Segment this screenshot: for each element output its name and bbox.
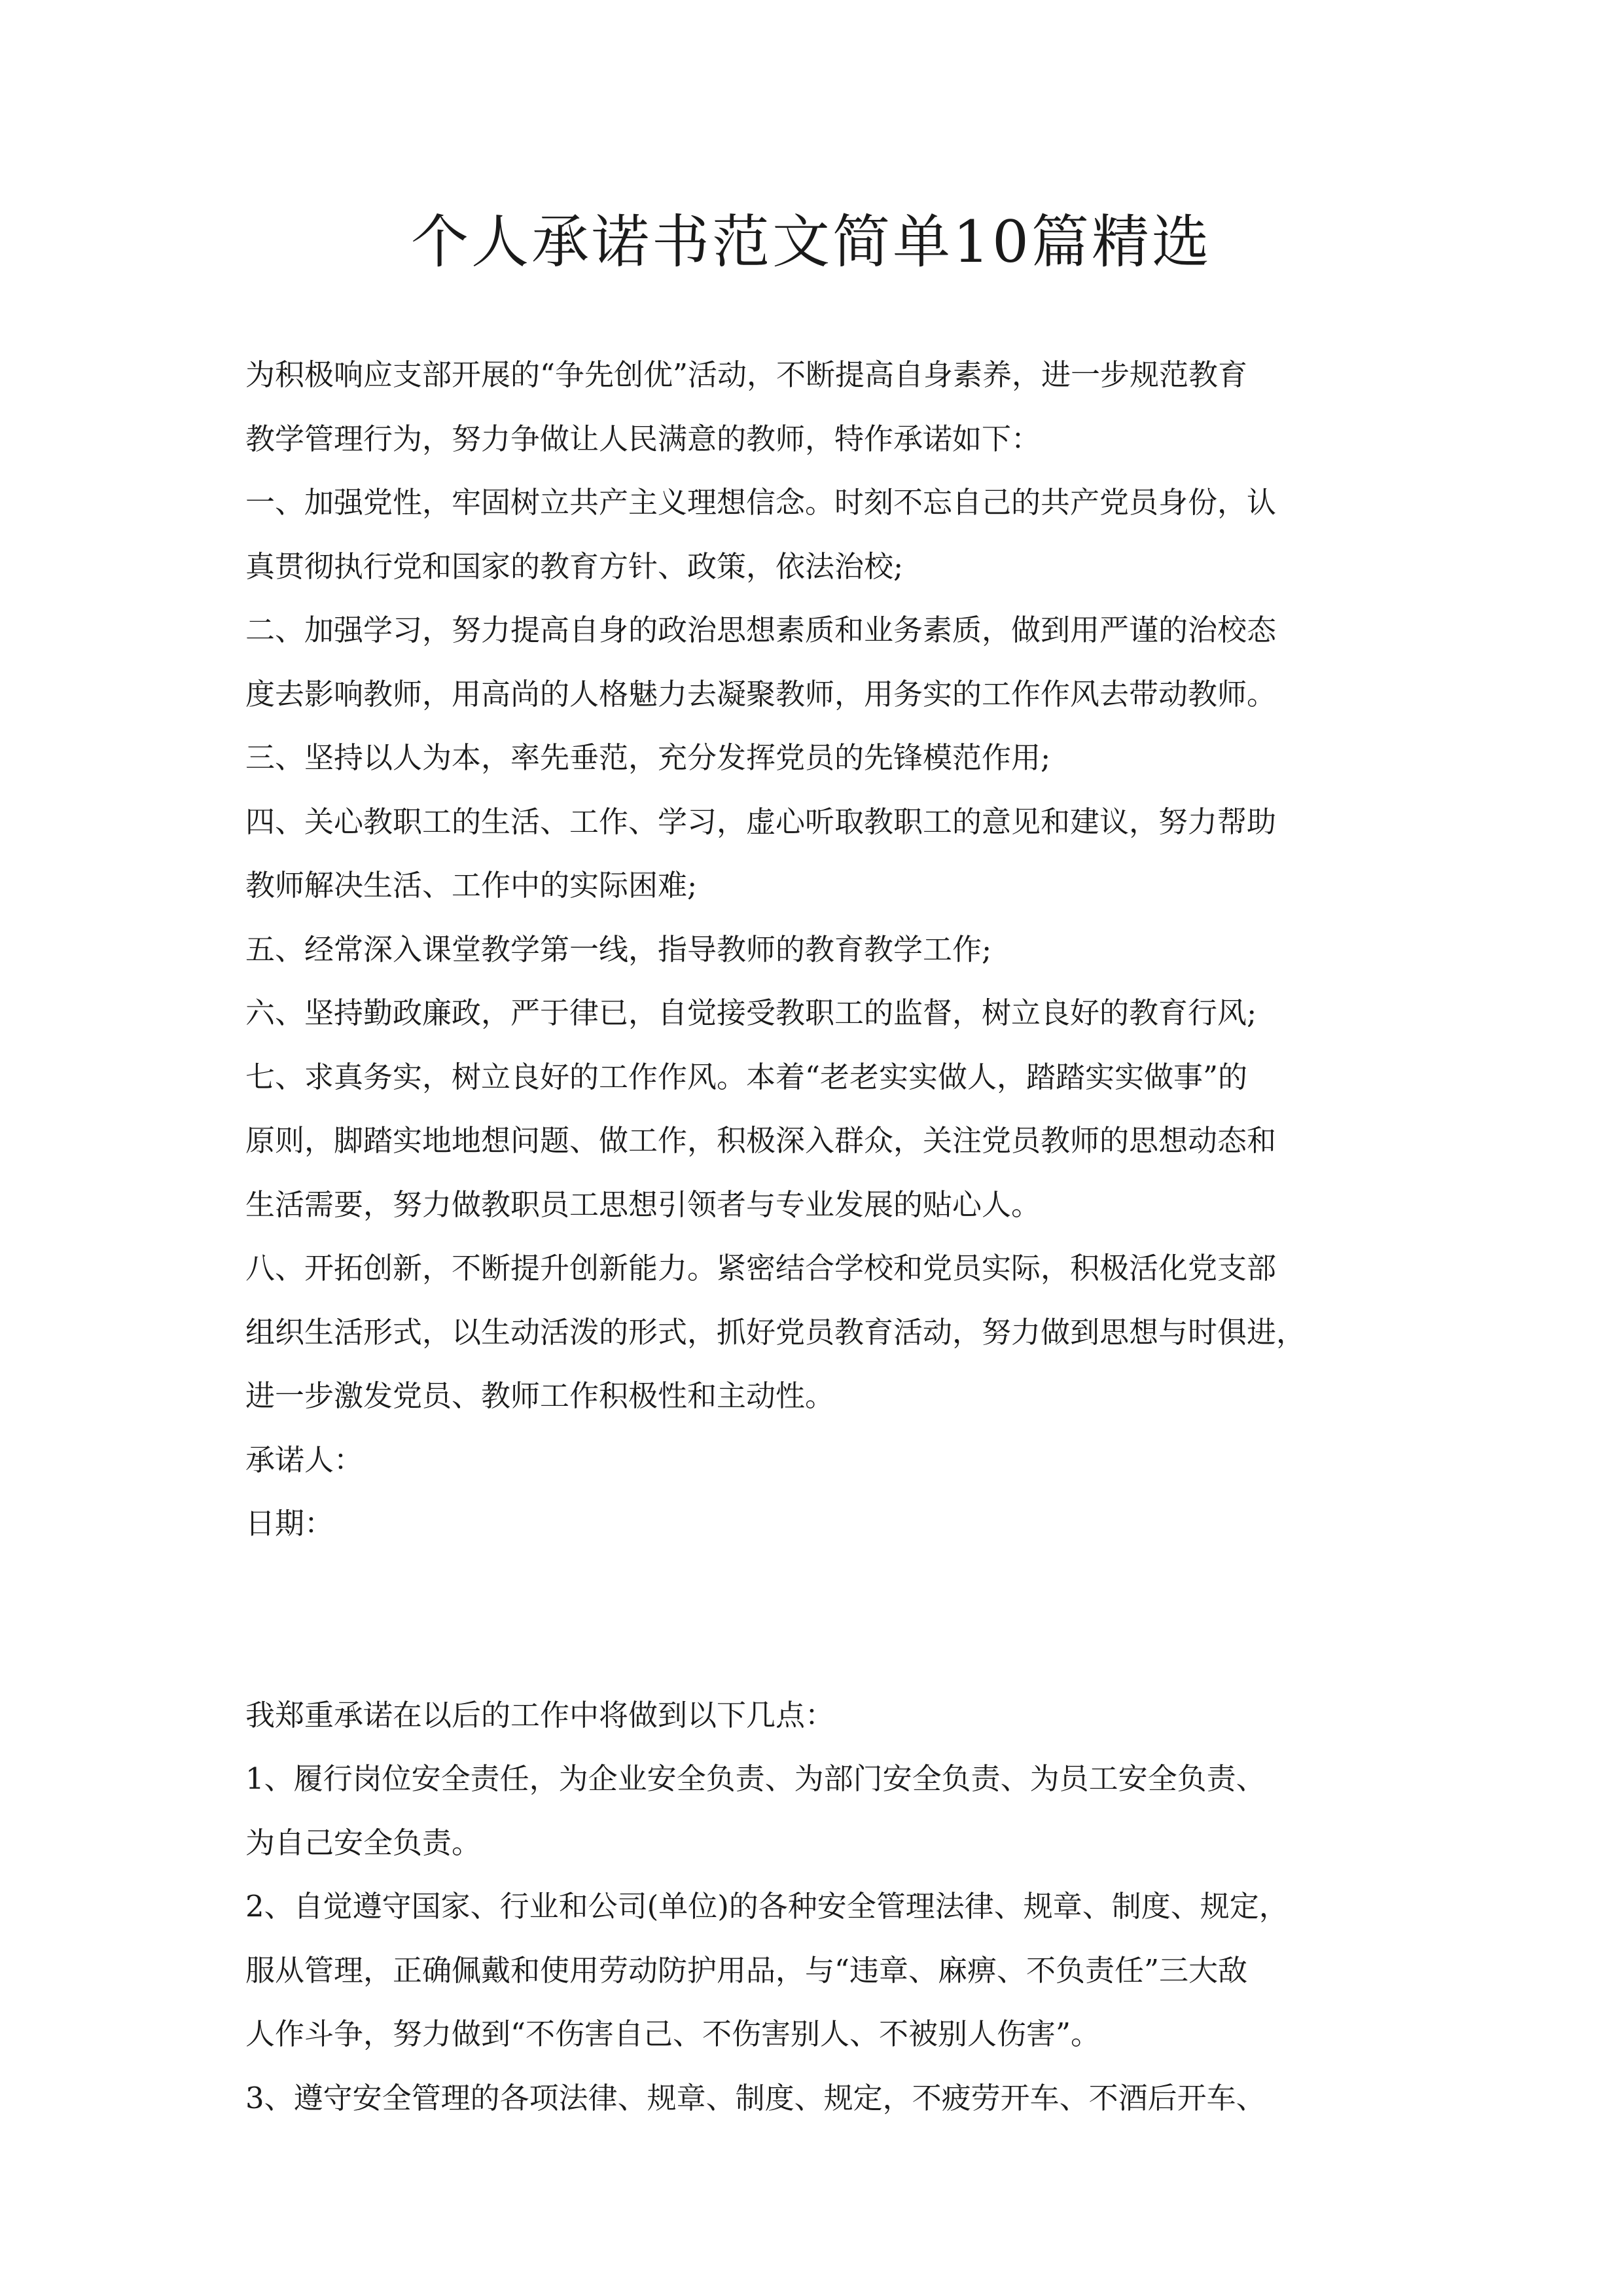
paragraph-line: 为自己安全负责。: [245, 1825, 482, 1860]
paragraph-line: 三、坚持以人为本，率先垂范，充分发挥党员的先锋模范作用;: [245, 740, 1051, 775]
paragraph-line: 二、加强学习，努力提高自身的政治思想素质和业务素质，做到用严谨的治校态: [245, 613, 1277, 647]
paragraph-line: 教师解决生活、工作中的实际困难;: [245, 868, 698, 903]
paragraph-line: 八、开拓创新，不断提升创新能力。紧密结合学校和党员实际，积极活化党支部: [245, 1251, 1277, 1285]
paragraph-line: 一、加强党性，牢固树立共产主义理想信念。时刻不忘自己的共产党员身份，认: [245, 485, 1277, 520]
paragraph-line: 2、自觉遵守国家、行业和公司(单位)的各种安全管理法律、规章、制度、规定，: [245, 1889, 1289, 1924]
document-title: 个人承诺书范文简单10篇精选: [411, 208, 1212, 276]
commitment-section-2: [245, 1683, 1410, 2130]
paragraph-line: 生活需要，努力做教职员工思想引领者与专业发展的贴心人。: [245, 1187, 1041, 1222]
paragraph-line: 我郑重承诺在以后的工作中将做到以下几点：: [245, 1697, 835, 1732]
paragraph-line: 度去影响教师，用高尚的人格魅力去凝聚教师，用务实的工作作风去带动教师。: [245, 676, 1277, 711]
paragraph-line: 原则，脚踏实地地想问题、做工作，积极深入群众，关注党员教师的思想动态和: [245, 1123, 1277, 1158]
paragraph-line: 五、经常深入课堂教学第一线，指导教师的教育教学工作;: [245, 931, 992, 967]
paragraph-line: 六、坚持勤政廉政，严于律已，自觉接受教职工的监督，树立良好的教育行风;: [245, 996, 1257, 1030]
paragraph-line: 人作斗争，努力做到“不伤害自己、不伤害别人、不被别人伤害”。: [245, 2017, 1101, 2051]
paragraph-line: 四、关心教职工的生活、工作、学习，虚心听取教职工的意见和建议，努力帮助: [245, 804, 1277, 839]
document-body: [245, 343, 1410, 2130]
paragraph-line: 教学管理行为，努力争做让人民满意的教师，特作承诺如下：: [245, 421, 1041, 456]
section-spacer: [245, 1556, 1410, 1683]
paragraph-line: 真贯彻执行党和国家的教育方针、政策，依法治校;: [245, 548, 904, 584]
commitment-section-1: [245, 343, 1410, 1556]
paragraph-line: 服从管理，正确佩戴和使用劳动防护用品，与“违章、麻痹、不负责任”三大敌: [245, 1952, 1248, 1988]
paragraph-line: 七、求真务实，树立良好的工作作风。本着“老老实实做人，踏踏实实做事”的: [245, 1059, 1248, 1094]
paragraph-line: 进一步激发党员、教师工作积极性和主动性。: [245, 1378, 835, 1413]
paragraph-line: 为积极响应支部开展的“争先创优”活动，不断提高自身素养，进一步规范教育: [245, 357, 1248, 392]
paragraph-line: 3、遵守安全管理的各项法律、规章、制度、规定，不疲劳开车、不酒后开车、: [245, 2080, 1266, 2115]
paragraph-line: 组织生活形式，以生动活泼的形式，抓好党员教育活动，努力做到思想与时俱进，: [245, 1314, 1306, 1350]
date-label: 日期：: [245, 1506, 334, 1541]
promisor-label: 承诺人：: [245, 1442, 364, 1477]
paragraph-line: 1、履行岗位安全责任，为企业安全负责、为部门安全负责、为员工安全负责、: [245, 1761, 1266, 1796]
